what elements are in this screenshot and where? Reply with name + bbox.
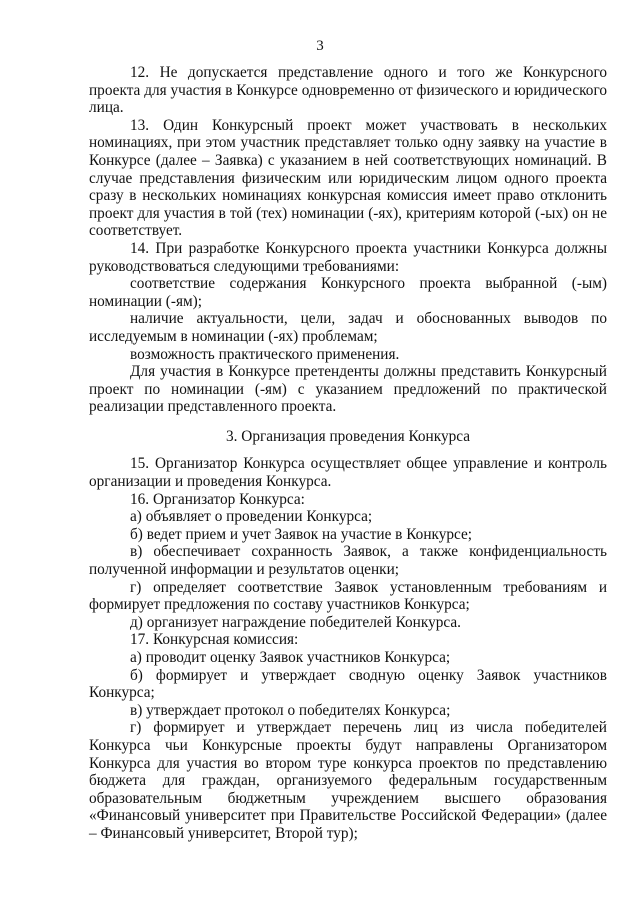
list-item: б) ведет прием и учет Заявок на участие в Конкурсе;: [130, 525, 473, 543]
document-body: [89, 64, 607, 843]
paragraph-14: 14. При разработке Конкурсного проекта участники Конкурса должны руководствоваться следующими требованиями:: [89, 239, 607, 275]
requirement-item: наличие актуальности, цели, задач и обоснованных выводов по исследуемым в номинации (-ях) проблемам;: [89, 310, 607, 345]
list-item: б) формирует и утверждает сводную оценку Заявок участников Конкурса;: [89, 666, 607, 702]
list-item: в) утверждает протокол о победителях Конкурса;: [130, 701, 451, 719]
list-item: а) объявляет о проведении Конкурса;: [130, 508, 373, 526]
requirement-item: соответствие содержания Конкурсного проекта выбранной (-ым) номинации (-ям);: [89, 275, 607, 310]
list-item: в) обеспечивает сохранность Заявок, а также конфиденциальность полученной информации и результатов оценки;: [89, 543, 607, 579]
paragraph-12: 12. Не допускается представление одного и того же Конкурсного проекта для участия в Конкурсе одновременно от физического и юридического лица.: [89, 64, 607, 117]
paragraph-13: 13. Один Конкурсный проект может участвовать в нескольких номинациях, при этом участник представляет только одну заявку на участие в Конкурсе (далее – Заявка) с указанием в ней соответствующих номинаций. В случае представления физическим или юридическим лицом одного проекта сразу в нескольких номинациях конкурсная комиссия имеет право отклонить проект для участия в той (тех) номинации (-ях), критериям которой (-ых) он не соответствует.: [89, 116, 607, 240]
section-heading: 3. Организация проведения Конкурса: [225, 427, 471, 445]
list-item: а) проводит оценку Заявок участников Конкурса;: [130, 649, 451, 666]
list-item: г) определяет соответствие Заявок установленным требованиям и формирует предложения по составу участников Конкурса;: [89, 578, 607, 614]
paragraph-15: 15. Организатор Конкурса осуществляет общее управление и контроль организации и проведения Конкурса.: [89, 455, 607, 491]
paragraph-16: 16. Организатор Конкурса:: [130, 490, 305, 508]
list-item: г) формирует и утверждает перечень лиц из числа победителей Конкурса чьи Конкурсные проекты будут направлены Организатором Конкурса для участия во втором туре конкурса проектов по представлению бюджета для граждан, организуемого федеральным государственным образовательным бюджетным учреждением высшего образования «Финансовый университет при Правительстве Российской Федерации» (далее – Финансовый университет, Второй тур);: [89, 719, 607, 842]
page-number: 3: [316, 38, 324, 54]
list-item: д) организует награждение победителей Конкурса.: [130, 613, 461, 631]
requirement-item: возможность практического применения.: [130, 345, 400, 363]
paragraph-17: 17. Конкурсная комиссия:: [130, 631, 299, 649]
participation-paragraph: Для участия в Конкурсе претенденты должны представить Конкурсный проект по номинации (-ям) с указанием предложений по практической реализации представленного проекта.: [89, 363, 607, 416]
